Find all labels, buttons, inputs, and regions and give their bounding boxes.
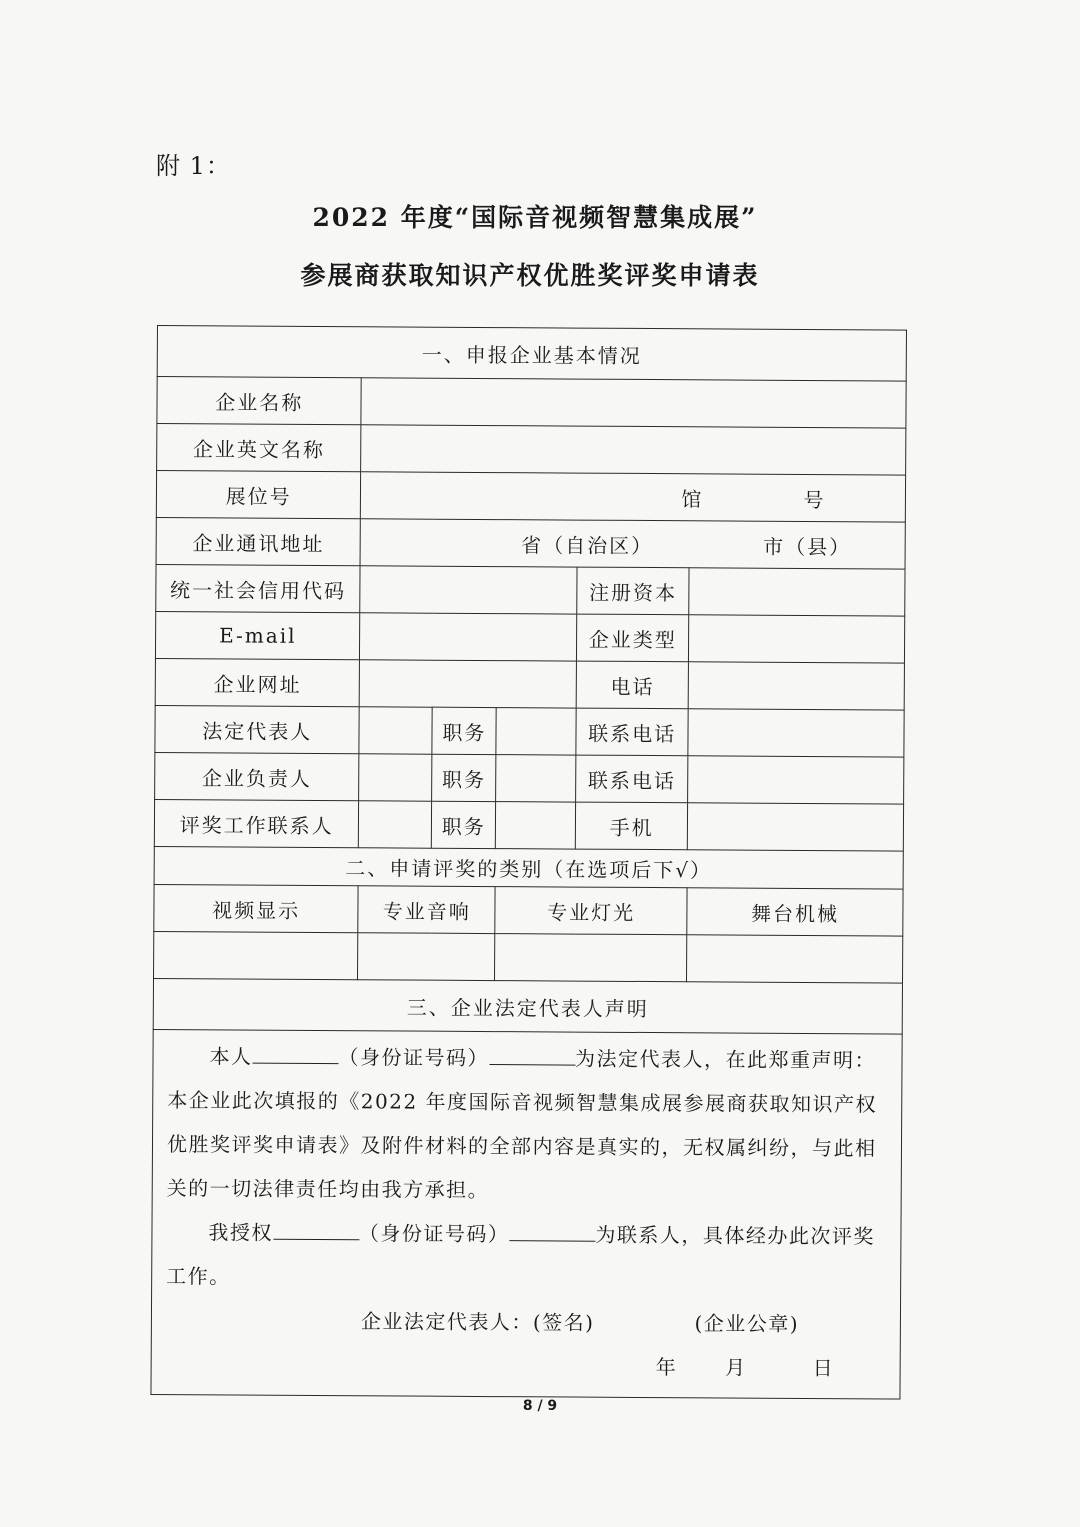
checkbox-pro-audio[interactable] [358,933,495,981]
date-row: 年 月 日 [655,1355,835,1381]
declaration-paragraph-2: 我授权 （身份证号码） 为联系人，具体经办此次评奖工作。 [166,1220,876,1289]
credit-code-label: 统一社会信用代码 [156,564,361,612]
city-label: 市（县） [763,534,852,559]
page-number: 8 / 9 [522,1398,558,1414]
legal-rep-field[interactable] [359,707,432,754]
attachment-label: 附 1： [156,152,231,180]
phone-field[interactable] [688,662,904,710]
legal-rep-contact-phone-field[interactable] [688,709,904,757]
section3-heading: 三、企业法定代表人声明 [153,978,902,1034]
legal-rep-label: 法定代表人 [155,705,360,753]
credit-code-field[interactable] [360,566,577,614]
person-in-charge-contact-phone-label: 联系电话 [576,755,688,803]
person-in-charge-field[interactable] [359,754,432,801]
province-label: 省（自治区） [521,532,654,558]
hall-label: 馆 [681,486,704,511]
award-contact-field[interactable] [359,801,432,848]
seal-label: (企业公章) [694,1311,800,1336]
company-name-field[interactable] [361,378,906,428]
person-in-charge-position-field[interactable] [496,755,576,802]
category-pro-audio: 专业音响 [358,886,495,934]
person-in-charge-position-label: 职务 [432,754,496,801]
number-label: 号 [803,487,826,512]
booth-no-label: 展位号 [156,471,361,519]
person-in-charge-contact-phone-field[interactable] [688,756,904,804]
section1-heading: 一、申报企业基本情况 [157,326,906,382]
award-contact-mobile-label: 手机 [576,802,688,850]
company-type-label: 企业类型 [577,614,689,662]
company-name-en-label: 企业英文名称 [157,424,362,472]
category-stage-machinery: 舞台机械 [687,888,903,936]
legal-rep-contact-phone-label: 联系电话 [576,708,688,756]
id-number-blank[interactable] [489,1044,575,1066]
checkbox-video-display[interactable] [154,931,359,979]
category-video-display: 视频显示 [154,884,359,932]
website-label: 企业网址 [155,658,360,706]
checkbox-pro-lighting[interactable] [495,934,687,982]
award-contact-label: 评奖工作联系人 [154,799,359,847]
company-type-field[interactable] [689,615,905,663]
form-title-line1: 2022 年度“国际音视频智慧集成展” [312,203,758,232]
legal-rep-position-label: 职务 [432,707,496,754]
form-title-line2: 参展商获取知识产权优胜奖评奖申请表 [300,261,760,290]
company-name-en-field[interactable] [361,425,906,475]
name-blank[interactable] [252,1043,338,1065]
booth-no-field[interactable] [361,472,906,522]
signature-row [166,1298,888,1346]
address-label: 企业通讯地址 [156,517,361,565]
award-contact-position-field[interactable] [496,802,576,849]
authorized-name-blank[interactable] [273,1219,359,1241]
declaration-body [151,1029,902,1399]
signature-label: 企业法定代表人：(签名) [360,1309,595,1335]
checkbox-stage-machinery[interactable] [687,935,903,983]
company-name-label: 企业名称 [157,377,362,425]
phone-label: 电话 [576,661,688,709]
website-field[interactable] [360,660,577,708]
category-pro-lighting: 专业灯光 [495,887,687,935]
person-in-charge-label: 企业负责人 [155,752,360,800]
declaration-paragraph-1: 本人 （身份证号码） 为法定代表人，在此郑重声明：本企业此次填报的《2022 年度国际音视频智慧集成展参展商获取知识产权优胜奖评奖申请表》及附件材料的全部内容是真实的，无权属纠纷，与此相关的一切法律责任均由我方承担。 [166,1044,878,1203]
award-contact-mobile-field[interactable] [687,803,903,851]
address-field[interactable] [360,519,905,569]
section2-heading: 二、申请评奖的类别（在选项后下√） [154,846,903,889]
registered-capital-field[interactable] [689,568,905,616]
award-contact-position-label: 职务 [432,801,496,848]
email-label: E-mail [155,611,360,659]
registered-capital-label: 注册资本 [577,567,689,615]
legal-rep-position-field[interactable] [496,708,576,755]
email-field[interactable] [360,613,577,661]
authorized-id-blank[interactable] [509,1220,595,1242]
application-form-table [150,325,907,1400]
